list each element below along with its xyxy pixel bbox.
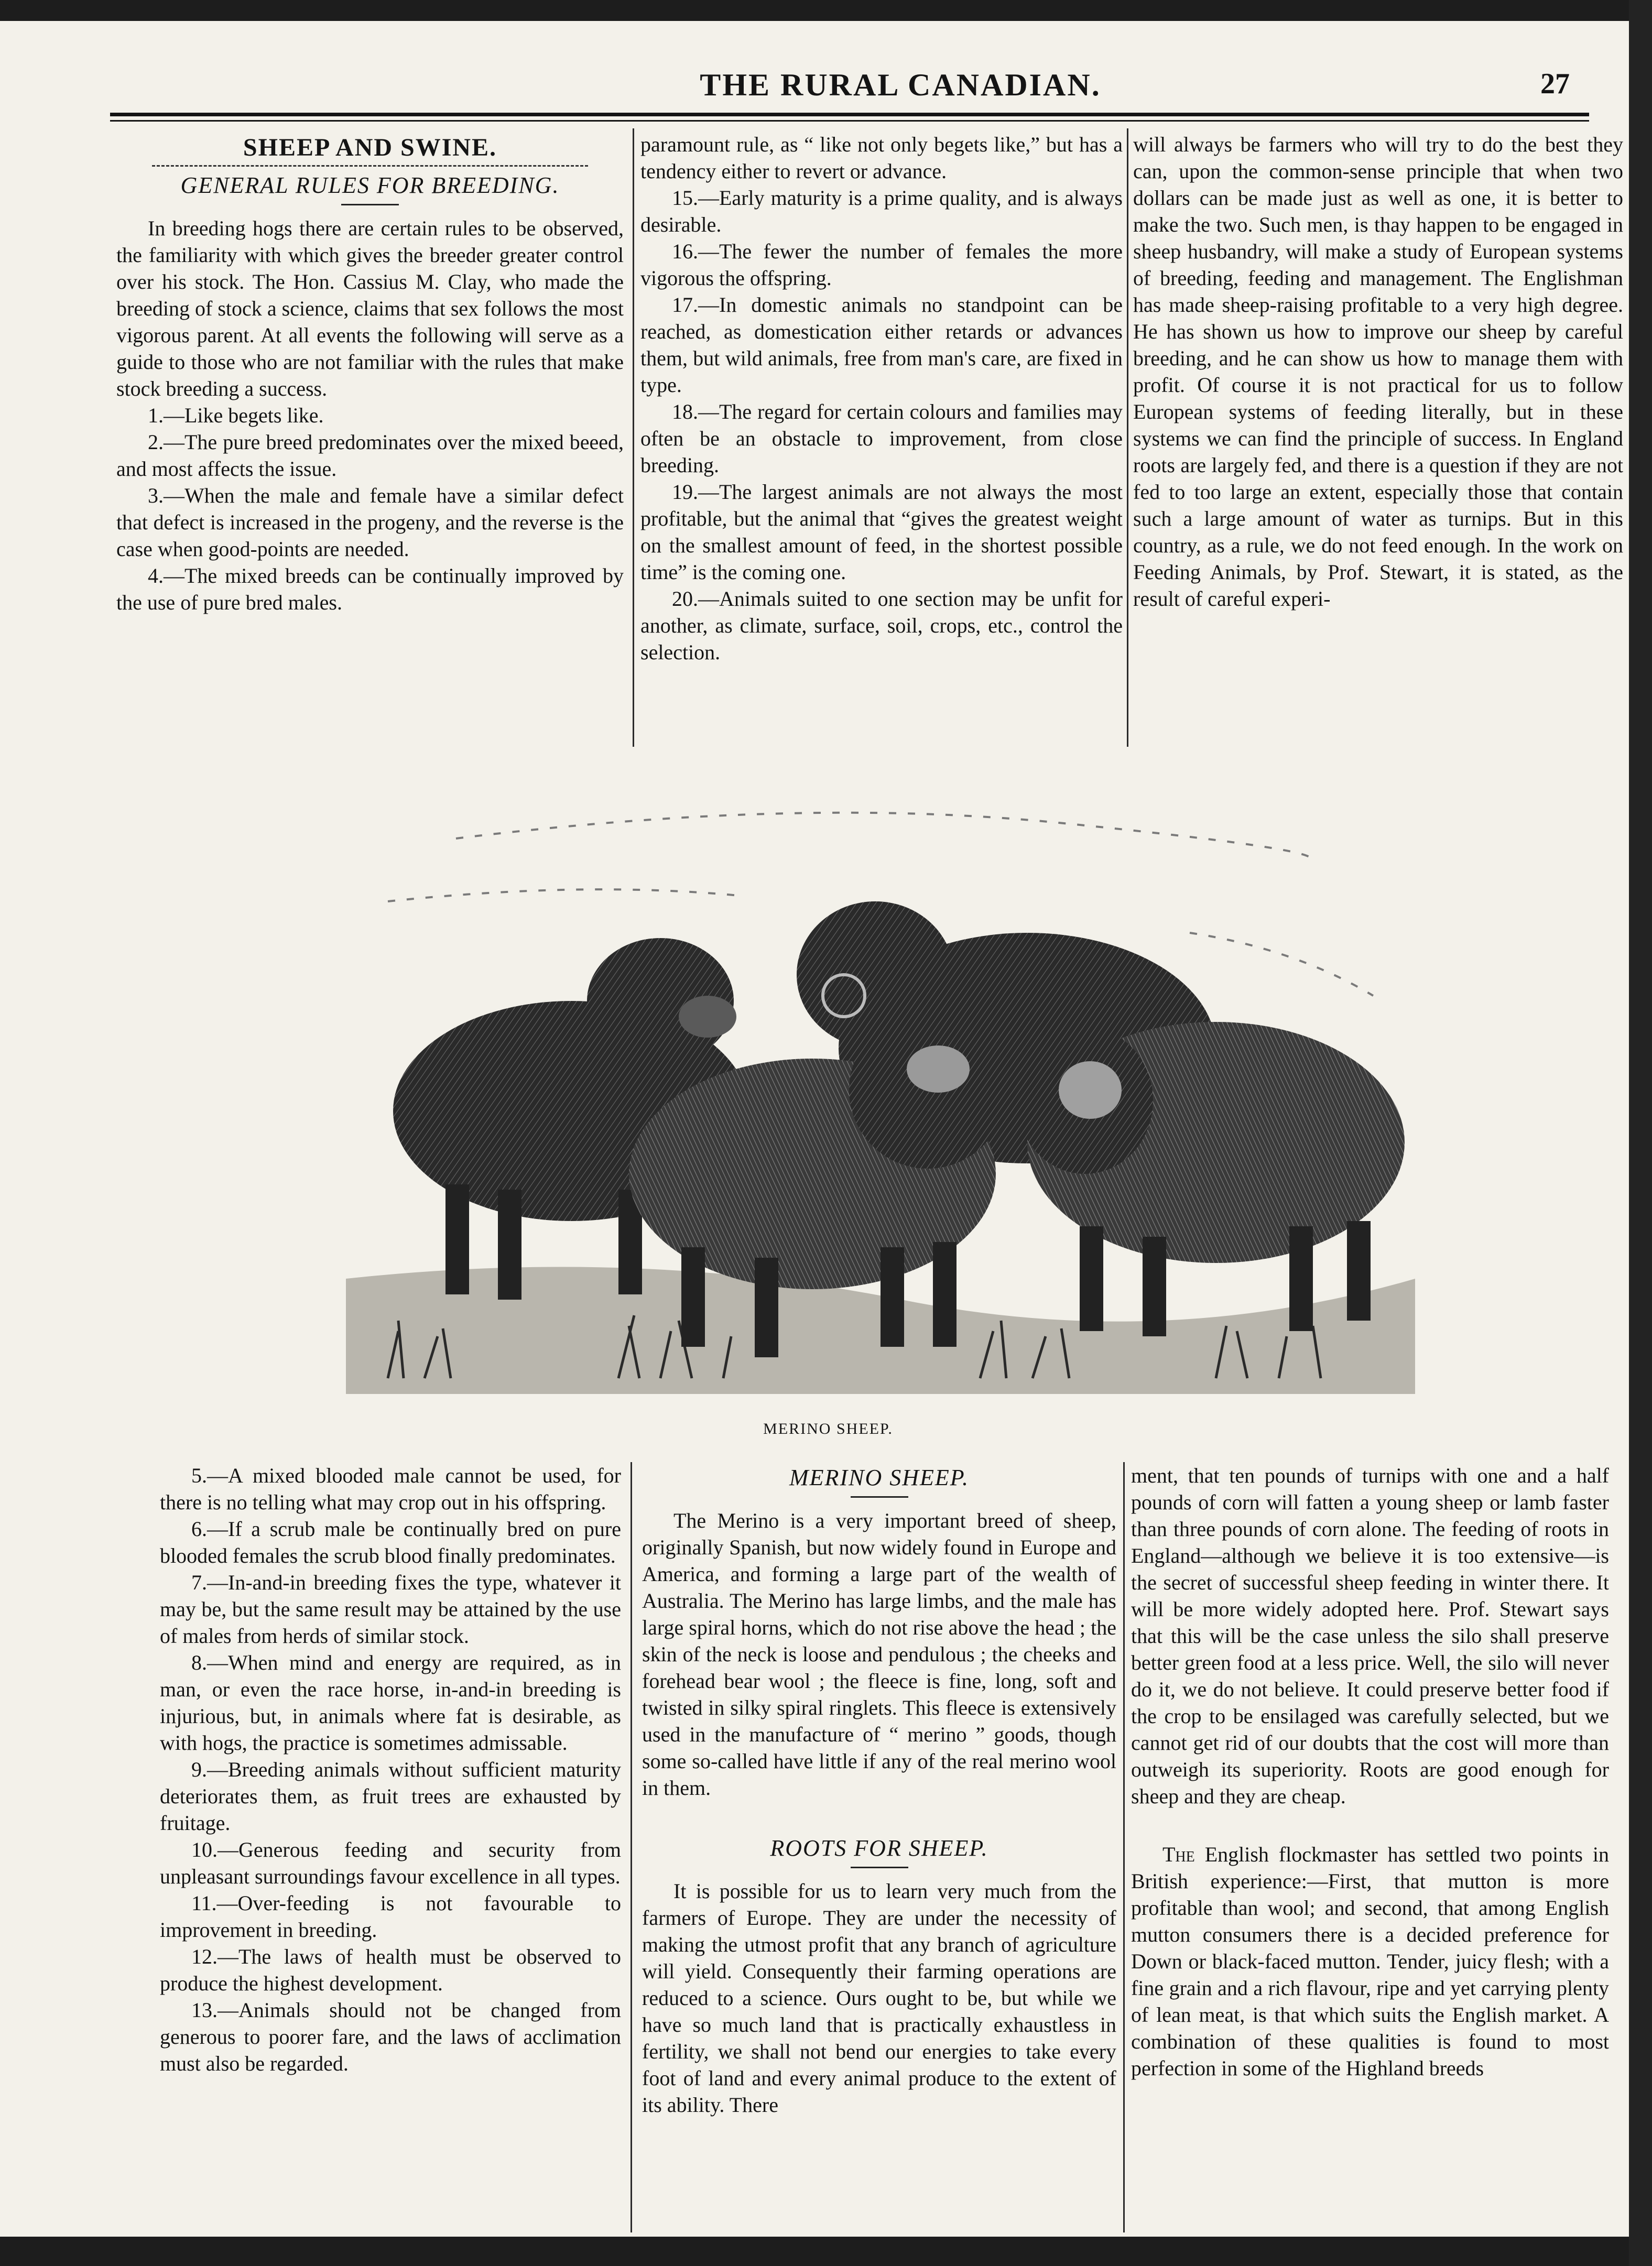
rule-item: 2.—The pure breed predominates over the mixed beeed, and most affects the issue.: [116, 430, 624, 481]
header-rule: [110, 113, 1589, 116]
rule-item: 17.—In domestic animals no standpoint can be reached, as domestication either retards or advances them, but wild animals, free from man's care, are fixed in type.: [640, 293, 1123, 397]
roots-article: It is possible for us to learn very much from the farmers of Europe. They are under the necessity of making the utmost profit that any branch of agriculture will yield. Consequently their farming operations are reduced to a science. Ours ought to be, but while we have so much land that is practically exhaustless in fertility, we shall not bend our energies to take every foot of land and every animal produce to the extent of its ability. There: [642, 1879, 1116, 2117]
page-number: 27: [1540, 68, 1570, 100]
column-divider: [631, 1462, 632, 2232]
header-rule-thin: [110, 120, 1589, 122]
column-bottom-right: [1131, 1462, 1609, 2232]
continued-text: paramount rule, as “ like not only begets like,” but has a tendency either to revert or advance.: [640, 133, 1123, 183]
merino-sheep-engraving: [325, 776, 1436, 1415]
sheep-right: [1017, 1022, 1405, 1336]
column-top-right: [1133, 131, 1623, 749]
rule-item: 20.—Animals suited to one section may be unfit for another, as climate, surface, soil, crops, etc., control the selection.: [640, 587, 1123, 664]
paragraph: In breeding hogs there are certain rules to be observed, the familiarity with which gives the breeder greater control over his stock. The Hon. Cassius M. Clay, who made the breeding of stock a science, claims that sex follows the most vigorous parent. At all events the following will serve as a guide to those who are not familiar with the rules that make stock breeding a success.: [116, 216, 624, 400]
merino-heading: MERINO SHEEP.: [789, 1465, 969, 1490]
rule-item: 5.—A mixed blooded male cannot be used, for there is no telling what may crop out in his offspring.: [160, 1464, 621, 1514]
rule-item: 16.—The fewer the number of females the more vigorous the offspring.: [640, 239, 1123, 290]
short-divider: [341, 204, 399, 205]
scan-edge-bottom: [0, 2237, 1652, 2266]
rule-item: 9.—Breeding animals without sufficient maturity deteriorates them, as fruit trees are exhausted by fruitage.: [160, 1758, 621, 1835]
rule-item: 7.—In-and-in breeding fixes the type, whatever it may be, but the same result may be attained by the use of males from herds of similar stock.: [160, 1571, 621, 1648]
column-divider: [633, 128, 634, 747]
merino-article: The Merino is a very important breed of sheep, originally Spanish, but now widely found in Europe and America, and forming a large part of the wealth of Australia. The Merino has large limbs, and the male has large spiral horns, which do not rise above the head ; the skin of the neck is loose and pendulous ; the cheeks and forehead bear wool ; the fleece is fine, long, soft and twisted in silky spiral ringlets. This fleece is extensively used in the manufacture of “ merino ” goods, though some so-called have little if any of the real merino wool in them.: [642, 1509, 1116, 1800]
rule-item: 11.—Over-feeding is not favourable to improvement in breeding.: [160, 1891, 621, 1942]
short-divider: [851, 1496, 908, 1498]
continued-text: will always be farmers who will try to do the best they can, upon the common-sense principle that when two dollars can be made just as well as one, it is better to make the two. Such men, is thay happen to be engaged in sheep husbandry, will make a study of European systems of breeding, feeding and management. The Englishman has made sheep-raising profitable to a very high degree. He has shown us how to improve our sheep by careful breeding, and he can show us how to manage them with profit. Of course it is not practical for us to follow European systems of feeding literally, but in these systems we can find the principle of success. In England roots are largely fed, and there is a question if they are not fed to too large an extent, especially those that contain such a large amount of water as turnips. But in this country, as a rule, we do not feed enough. In the work on Feeding Animals, by Prof. Stewart, it is stated, as the result of careful experi-: [1133, 133, 1623, 611]
rule-item: 10.—Generous feeding and security from unpleasant surroundings favour excellence in all types.: [160, 1838, 621, 1888]
masthead-title: THE RURAL CANADIAN.: [700, 68, 1101, 102]
column-top-middle: [640, 131, 1123, 749]
rule-item: 6.—If a scrub male be continually bred on pure blooded females the scrub blood finally predominates.: [160, 1517, 621, 1567]
scan-edge-right: [1629, 0, 1652, 2266]
rule-item: 13.—Animals should not be changed from generous to poorer fare, and the laws of acclimation must also be regarded.: [160, 1998, 621, 2075]
column-divider: [1123, 1462, 1125, 2232]
rule-item: 15.—Early maturity is a prime quality, and is always desirable.: [640, 186, 1123, 236]
column-bottom-middle: [642, 1462, 1116, 2232]
rule-item: 4.—The mixed breeds can be continually improved by the use of pure bred males.: [116, 564, 624, 614]
article-subtitle: GENERAL RULES FOR BREEDING.: [180, 172, 560, 198]
column-divider: [1127, 128, 1128, 747]
rule-item: 12.—The laws of health must be observed to produce the highest development.: [160, 1945, 621, 1995]
section-title: SHEEP AND SWINE.: [243, 134, 497, 161]
rule-item: 18.—The regard for certain colours and families may often be an obstacle to improvement, from close breeding.: [640, 400, 1123, 477]
scan-edge-top: [0, 0, 1652, 21]
flockmaster-article: [1131, 1841, 1609, 2082]
figure-caption: MERINO SHEEP.: [763, 1420, 893, 1437]
continued-text: ment, that ten pounds of turnips with one and a half pounds of corn will fatten a young sheep or lamb faster than three pounds of corn alone. The feeding of roots in England—although we believe it is too extensive—is the secret of successful sheep feeding in winter there. It will be more widely adopted here. Prof. Stewart says that this will be the case unless the silo shall preserve better green food at a less price. Well, the silo will never do it, we do not believe. It could preserve better food if the crop to be ensilaged was carefully selected, but we cannot get rid of our doubts that the cost will more than outweigh its superiority. Roots are good enough for sheep and they are cheap.: [1131, 1464, 1609, 1808]
roots-heading: ROOTS FOR SHEEP.: [770, 1835, 988, 1861]
lead-word: The: [1162, 1843, 1195, 1866]
rule-item: 3.—When the male and female have a similar defect that defect is increased in the progeny, and the reverse is the case when good-points are needed.: [116, 484, 624, 561]
column-top-left: [116, 131, 624, 749]
rule-item: 1.—Like begets like.: [148, 404, 324, 427]
dashed-divider: [152, 165, 588, 167]
rule-item: 8.—When mind and energy are required, as in man, or even the race horse, in-and-in breeding is injurious, but, in animals where fat is desirable, as with hogs, the practice is sometimes admissable.: [160, 1651, 621, 1755]
flockmaster-text: English flockmaster has settled two points in British experience:—First, that mutton is more profitable than wool; and second, that among English mutton consumers there is a decided preference for Down or black-faced mutton. Tender, juicy flesh; with a fine grain and a rich flavour, ripe and yet carrying plenty of lean meat, is that which suits the English market. A combination of these qualities is found to most perfection in some of the Highland breeds: [1131, 1843, 1609, 2080]
rule-item: 19.—The largest animals are not always the most profitable, but the animal that “gives the greatest weight on the smallest amount of feed, in the shortest possible time” is the coming one.: [640, 480, 1123, 584]
column-bottom-left: [160, 1462, 621, 2232]
short-divider: [851, 1867, 908, 1868]
